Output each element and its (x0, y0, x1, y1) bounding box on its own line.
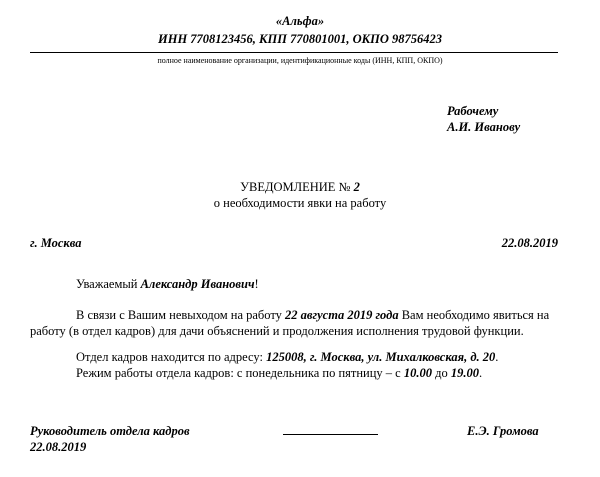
greeting (76, 277, 259, 292)
signature-line (283, 434, 378, 435)
greeting-suffix: ! (254, 277, 259, 291)
document-date: 22.08.2019 (501, 236, 558, 250)
paragraph1-part1: В связи с Вашим невыходом на работу (76, 308, 286, 322)
address-prefix: Отдел кадров находится по адресу: (76, 350, 267, 364)
address-suffix: . (495, 350, 499, 364)
signer-position: Руководитель отдела кадров (30, 424, 190, 438)
organization-name: «Альфа» (275, 14, 325, 28)
paragraph1-part2: Вам необходимо явиться на (398, 308, 550, 322)
greeting-name: Александр Иванович (140, 277, 255, 291)
paragraph1-line2: работу (в отдел кадров) для дачи объяснений и продолжения исполнения трудовой функции. (30, 324, 524, 338)
organization-underline (30, 52, 558, 53)
signature-date: 22.08.2019 (30, 440, 87, 454)
addressee-position: Рабочему (447, 104, 499, 118)
greeting-prefix: Уважаемый (76, 277, 141, 291)
addressee-name: А.И. Иванову (447, 120, 521, 134)
absence-date: 22 августа 2019 года (285, 308, 399, 322)
hours-suffix: . (478, 366, 483, 380)
organization-caption: полное наименование организации, идентификационные коды (ИНН, КПП, ОКПО) (157, 56, 443, 65)
hours-prefix: Режим работы отдела кадров: с понедельника по пятницу – с (76, 366, 404, 380)
hours-from: 10.00 (403, 366, 432, 380)
signer-name: Е.Э. Громова (467, 424, 539, 438)
address-value: 125008, г. Москва, ул. Михалковская, д. 20 (266, 350, 496, 364)
hours-middle: до (431, 366, 451, 380)
document-subtitle: о необходимости явки на работу (213, 196, 387, 210)
organization-codes: ИНН 7708123456, КПП 770801001, ОКПО 98756423 (158, 32, 442, 46)
document-number: 2 (353, 180, 360, 194)
document-title-prefix: УВЕДОМЛЕНИЕ № (240, 180, 354, 194)
hours-to: 19.00 (450, 366, 479, 380)
document-title (0, 180, 600, 195)
paragraph2-address (76, 350, 498, 365)
paragraph1-line1 (76, 308, 549, 323)
document-place: г. Москва (30, 236, 82, 250)
paragraph2-hours (76, 366, 482, 381)
